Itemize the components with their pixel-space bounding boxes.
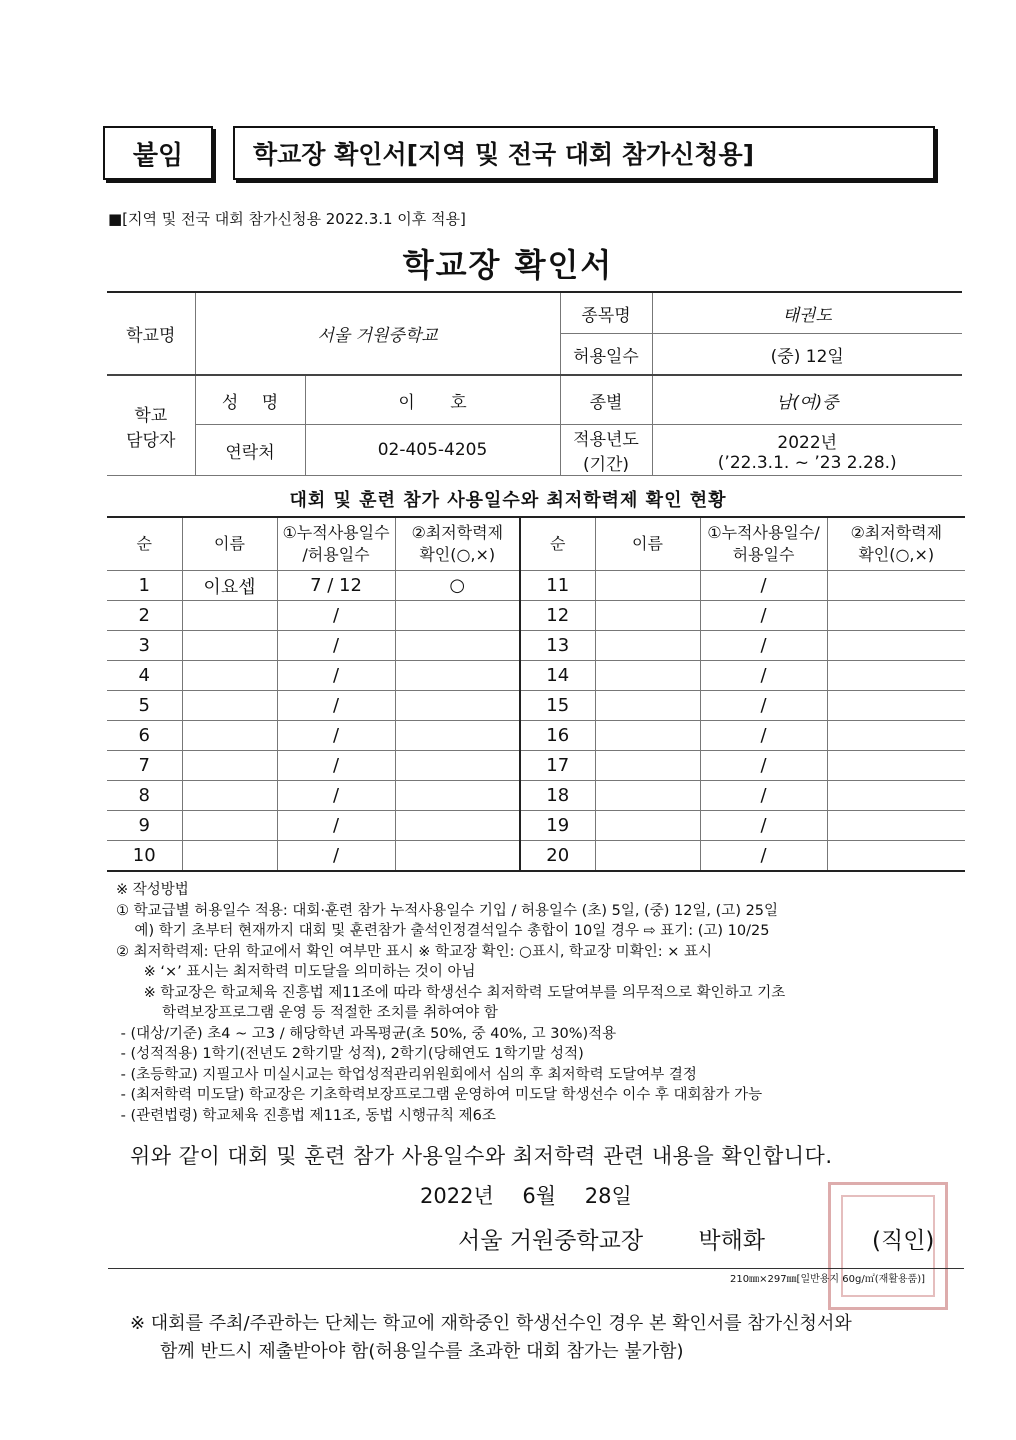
- row-check: [395, 811, 520, 841]
- col-days-line2: /허용일수: [302, 545, 370, 564]
- period-label-line2: (기간): [582, 455, 630, 475]
- staff-label-line2: 담당자: [126, 430, 176, 451]
- row-name: 이요셉: [182, 571, 277, 601]
- row-number-right: 15: [520, 691, 595, 721]
- row-check: [395, 601, 520, 631]
- row-days-right: /: [700, 661, 827, 691]
- row-name: [182, 811, 277, 841]
- row-days: /: [277, 601, 395, 631]
- row-check-right: [827, 841, 965, 872]
- row-name: [182, 691, 277, 721]
- signer-school: 서울 거원중학교장: [458, 1228, 644, 1254]
- attachment-badge: [103, 126, 213, 180]
- col-name: 이름: [182, 517, 277, 571]
- row-number: 9: [107, 811, 182, 841]
- col-check: [395, 517, 520, 571]
- row-days-right: /: [700, 721, 827, 751]
- row-number-right: 18: [520, 781, 595, 811]
- status-section-title: 대회 및 훈련 참가 사용일수와 최저학력제 확인 현황: [289, 490, 727, 511]
- issue-date-day: 28일: [584, 1184, 632, 1208]
- row-number: 4: [107, 661, 182, 691]
- table-row: [107, 601, 965, 631]
- table-row: [107, 631, 965, 661]
- col-name-right: 이름: [595, 517, 700, 571]
- row-days: /: [277, 691, 395, 721]
- row-days: /: [277, 661, 395, 691]
- row-check-right: [827, 781, 965, 811]
- row-check-right: [827, 691, 965, 721]
- row-days-right: /: [700, 601, 827, 631]
- submission-note-line2: 함께 반드시 제출받아야 함(허용일수를 초과한 대회 참가는 불가함): [160, 1341, 684, 1362]
- row-days: /: [277, 781, 395, 811]
- col-num-right: 순: [520, 517, 595, 571]
- row-number-right: 16: [520, 721, 595, 751]
- row-name: [182, 841, 277, 872]
- row-name-right: [595, 601, 700, 631]
- row-name: [182, 601, 277, 631]
- document-heading-text: 학교장 확인서[지역 및 전국 대회 참가신청용]: [253, 140, 755, 169]
- signer-line: [458, 1222, 765, 1255]
- instruction-line: 학력보장프로그램 운영 등 적절한 조치를 취하여야 함: [116, 1005, 498, 1021]
- row-name-right: [595, 661, 700, 691]
- row-number: 1: [107, 571, 182, 601]
- contact-value: 02-405-4205: [305, 425, 560, 476]
- instruction-line: 예) 학기 초부터 현재까지 대회 및 훈련참가 출석인정결석일수 총합이 10일 경우 ⇨ 표기: (고) 10/25: [116, 923, 770, 939]
- row-days: 7 / 12: [277, 571, 395, 601]
- row-name-right: [595, 691, 700, 721]
- row-name-right: [595, 811, 700, 841]
- bottom-divider: [108, 1268, 964, 1269]
- row-name: [182, 781, 277, 811]
- instruction-line: ※ ‘×’ 표시는 최저학력 미도달을 의미하는 것이 아님: [116, 964, 476, 980]
- row-check: [395, 691, 520, 721]
- col-days: [277, 517, 395, 571]
- row-check-right: [827, 721, 965, 751]
- row-days: /: [277, 841, 395, 872]
- row-check: [395, 721, 520, 751]
- row-days-right: /: [700, 781, 827, 811]
- col-check-line2: 확인(○,×): [419, 545, 496, 564]
- status-table: [107, 516, 965, 872]
- staff-label: [107, 375, 195, 476]
- col-days-right: [700, 517, 827, 571]
- row-days: /: [277, 631, 395, 661]
- table-row: [107, 781, 965, 811]
- table-row: [107, 661, 965, 691]
- row-number-right: 13: [520, 631, 595, 661]
- contact-label: 연락처: [195, 425, 305, 476]
- row-days-right: /: [700, 751, 827, 781]
- row-number-right: 20: [520, 841, 595, 872]
- col-days-right-line2: 허용일수: [732, 545, 795, 564]
- row-check-right: [827, 811, 965, 841]
- row-number: 6: [107, 721, 182, 751]
- row-number-right: 17: [520, 751, 595, 781]
- instructions: [116, 880, 976, 1126]
- row-check-right: [827, 571, 965, 601]
- school-info-table: [107, 291, 962, 476]
- row-name-right: [595, 571, 700, 601]
- allowed-days-value: (중) 12일: [652, 334, 962, 376]
- row-check: [395, 841, 520, 872]
- row-name: [182, 631, 277, 661]
- table-row: [107, 571, 965, 601]
- col-check-right-line2: 확인(○,×): [858, 545, 935, 564]
- row-name-right: [595, 841, 700, 872]
- col-days-right-line1: ①누적사용일수/: [707, 523, 820, 542]
- row-name: [182, 751, 277, 781]
- row-name: [182, 661, 277, 691]
- row-number: 7: [107, 751, 182, 781]
- row-name: [182, 721, 277, 751]
- document-heading: [233, 126, 935, 180]
- issue-date-month: 6월: [522, 1184, 557, 1208]
- submission-note: [130, 1310, 852, 1366]
- row-check-right: [827, 751, 965, 781]
- row-name-right: [595, 781, 700, 811]
- row-days-right: /: [700, 571, 827, 601]
- row-days-right: /: [700, 841, 827, 872]
- attachment-badge-label: 붙임: [132, 140, 184, 171]
- row-number: 5: [107, 691, 182, 721]
- submission-note-line1: ※ 대회를 주최/주관하는 단체는 학교에 재학중인 학생선수인 경우 본 확인서를 참가신청서와: [130, 1313, 852, 1334]
- row-check-right: [827, 601, 965, 631]
- staff-name-label: 성 명: [195, 375, 305, 425]
- row-name-right: [595, 751, 700, 781]
- row-name-right: [595, 721, 700, 751]
- row-number-right: 11: [520, 571, 595, 601]
- row-number: 10: [107, 841, 182, 872]
- staff-label-line1: 학교: [134, 405, 168, 426]
- staff-name-value: 이 호: [305, 375, 560, 425]
- row-number-right: 19: [520, 811, 595, 841]
- row-check: [395, 781, 520, 811]
- row-days-right: /: [700, 811, 827, 841]
- col-check-right-line1: ②최저학력제: [850, 523, 943, 542]
- col-days-line1: ①누적사용일수: [282, 523, 390, 542]
- row-days-right: /: [700, 631, 827, 661]
- confirmation-statement: 위와 같이 대회 및 훈련 참가 사용일수와 최저학력 관련 내용을 확인합니다.: [130, 1144, 833, 1168]
- table-row: [107, 721, 965, 751]
- table-row: [107, 751, 965, 781]
- period-label-line1: 적용년도: [573, 430, 639, 450]
- row-days: /: [277, 751, 395, 781]
- allowed-days-label: 허용일수: [560, 334, 652, 376]
- gender-value: 남(여)중: [652, 375, 962, 425]
- table-row: [107, 841, 965, 872]
- instruction-line: - (성적적용) 1학기(전년도 2학기말 성적), 2학기(당해연도 1학기말 성적): [116, 1046, 584, 1062]
- issue-date-year: 2022년: [420, 1184, 494, 1208]
- instruction-line: - (대상/기준) 초4 ~ 고3 / 해당학년 과목평균(초 50%, 중 40%, 고 30%)적용: [116, 1025, 617, 1042]
- row-number: 2: [107, 601, 182, 631]
- row-days: /: [277, 721, 395, 751]
- period-value: [652, 425, 962, 476]
- period-label: [560, 425, 652, 476]
- applicability-note: ■[지역 및 전국 대회 참가신청용 2022.3.1 이후 적용]: [108, 210, 466, 228]
- sport-label: 종목명: [560, 292, 652, 334]
- sport-value: 태권도: [652, 292, 962, 334]
- instruction-line: ② 최저학력제: 단위 학교에서 확인 여부만 표시 ※ 학교장 확인: ○표시, 학교장 미확인: × 표시: [116, 943, 712, 960]
- issue-date: [420, 1180, 632, 1210]
- signer-name: 박해화: [698, 1228, 766, 1254]
- row-check-right: [827, 631, 965, 661]
- row-number: 8: [107, 781, 182, 811]
- status-header-row: [107, 517, 965, 571]
- col-check-line1: ②최저학력제: [411, 523, 504, 542]
- table-row: [107, 691, 965, 721]
- row-check: [395, 751, 520, 781]
- row-number: 3: [107, 631, 182, 661]
- col-check-right: [827, 517, 965, 571]
- paper-spec: 210㎜×297㎜[일반용지 60g/㎡(재활용품)]: [730, 1274, 926, 1285]
- row-days: /: [277, 811, 395, 841]
- row-days-right: /: [700, 691, 827, 721]
- instruction-line: - (최저학력 미도달) 학교장은 기초학력보장프로그램 운영하여 미도달 학생선수 이수 후 대회참가 가능: [116, 1087, 763, 1103]
- row-check: ○: [395, 571, 520, 601]
- gender-label: 종별: [560, 375, 652, 425]
- school-name-label: 학교명: [107, 292, 195, 375]
- seal-mark: (직인): [872, 1228, 935, 1254]
- row-check-right: [827, 661, 965, 691]
- row-check: [395, 631, 520, 661]
- page-title: 학교장 확인서: [402, 246, 614, 284]
- school-name-value: 서울 거원중학교: [195, 292, 560, 375]
- instruction-line: ※ 작성방법: [116, 882, 189, 898]
- period-year: 2022년: [777, 432, 838, 453]
- col-num: 순: [107, 517, 182, 571]
- row-name-right: [595, 631, 700, 661]
- row-check: [395, 661, 520, 691]
- row-number-right: 12: [520, 601, 595, 631]
- instruction-line: ※ 학교장은 학교체육 진흥법 제11조에 따라 학생선수 최저학력 도달여부를 의무적으로 확인하고 기초: [116, 984, 786, 1001]
- period-range: (’22.3.1. ~ ’23 2.28.): [717, 452, 897, 473]
- instruction-line: - (초등학교) 지필고사 미실시교는 학업성적관리위원회에서 심의 후 최저학력 도달여부 결정: [116, 1066, 697, 1083]
- row-number-right: 14: [520, 661, 595, 691]
- instruction-line: ① 학교급별 허용일수 적용: 대회·훈련 참가 누적사용일수 기입 / 허용일수 (초) 5일, (중) 12일, (고) 25일: [116, 902, 779, 919]
- table-row: [107, 811, 965, 841]
- instruction-line: - (관련법령) 학교체육 진흥법 제11조, 동법 시행규칙 제6조: [116, 1107, 496, 1124]
